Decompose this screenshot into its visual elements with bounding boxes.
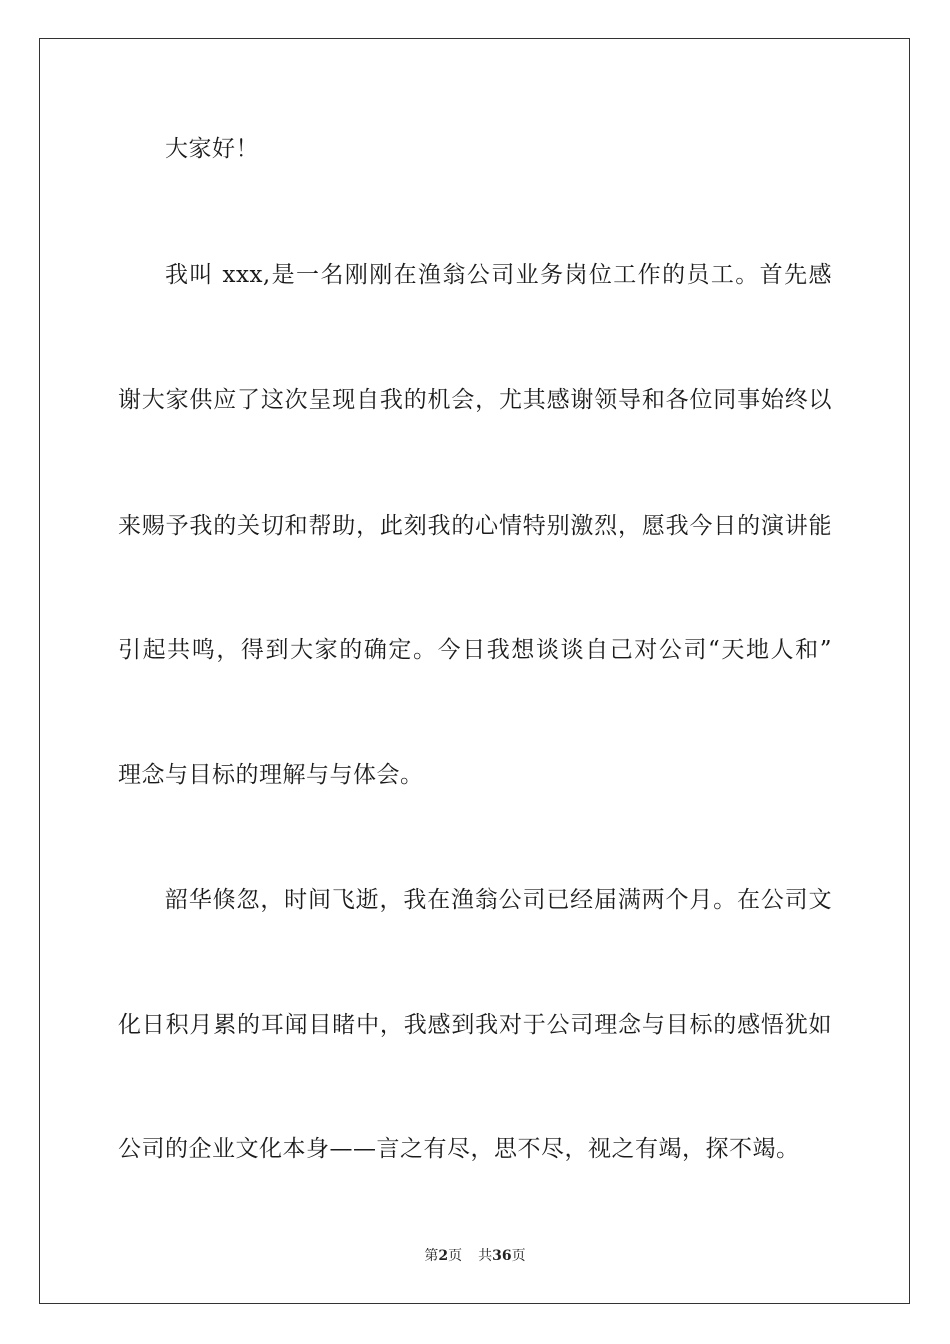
page-suffix: 页 [448, 1248, 463, 1264]
greeting-line: 大家好！ [165, 136, 259, 162]
paragraph-1-line-2: 谢大家供应了这次呈现自我的机会，尤其感谢领导和各位同事始终以 [118, 387, 832, 413]
page-border [39, 38, 910, 1304]
total-prefix: 共 [478, 1248, 493, 1264]
paragraph-1-line-5: 理念与目标的理解与与体会。 [118, 762, 424, 788]
paragraph-1-line-4: 引起共鸣，得到大家的确定。今日我想谈谈自己对公司“天地人和” [118, 637, 832, 663]
total-suffix: 页 [511, 1248, 526, 1264]
paragraph-1-line-1: 我叫 xxx,是一名刚刚在渔翁公司业务岗位工作的员工。首先感 [165, 262, 832, 288]
total-page-count: 36 [492, 1248, 512, 1264]
page-footer [0, 1247, 950, 1265]
page-prefix: 第 [424, 1248, 439, 1264]
paragraph-2-line-2: 化日积月累的耳闻目睹中，我感到我对于公司理念与目标的感悟犹如 [118, 1012, 832, 1038]
paragraph-2-line-3: 公司的企业文化本身——言之有尽，思不尽，视之有竭，探不竭。 [118, 1136, 800, 1162]
paragraph-2-line-1: 韶华倏忽，时间飞逝，我在渔翁公司已经届满两个月。在公司文 [165, 887, 832, 913]
current-page-number: 2 [438, 1248, 449, 1264]
paragraph-1-line-3: 来赐予我的关切和帮助，此刻我的心情特别激烈，愿我今日的演讲能 [118, 513, 832, 539]
